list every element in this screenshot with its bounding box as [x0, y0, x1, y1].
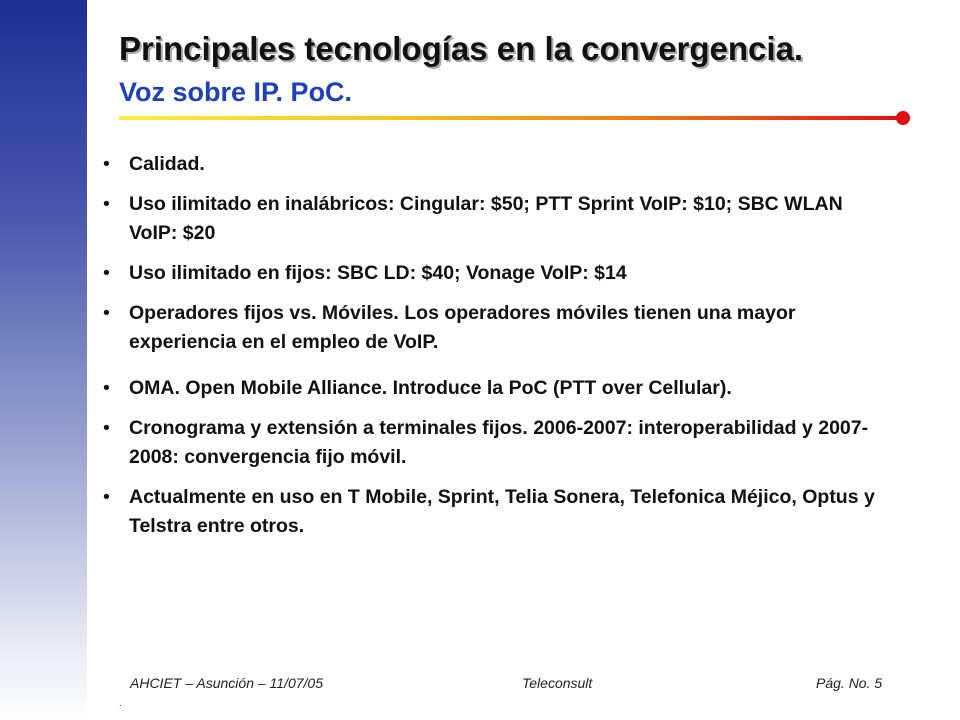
bullet-dot: • — [103, 486, 110, 508]
bullet-item — [103, 190, 893, 248]
footer-company: Teleconsult — [522, 675, 593, 691]
bullet-item — [103, 259, 893, 288]
bullet-dot: • — [103, 262, 110, 284]
sidebar-gradient — [0, 0, 87, 720]
bullet-text: Uso ilimitado en inalábricos: Cingular: $50; PTT Sprint VoIP: $10; SBC WLAN VoIP: $20 — [129, 193, 843, 244]
bullet-dot: • — [103, 153, 110, 175]
bullet-item — [103, 483, 893, 541]
bullet-dot: • — [103, 193, 110, 215]
bullet-item — [103, 414, 893, 472]
footer-page-number: Pág. No. 5 — [816, 675, 883, 691]
bullet-item — [103, 374, 893, 403]
underline-end-dot — [896, 111, 910, 125]
slide-subtitle: Voz sobre IP. PoC. — [119, 77, 353, 107]
bullet-dot: • — [103, 377, 110, 399]
bullet-item — [103, 150, 893, 179]
bullet-list — [103, 150, 893, 552]
bullet-text: Actualmente en uso en T Mobile, Sprint, Telia Sonera, Telefonica Méjico, Optus y Telstra entre otros. — [129, 486, 875, 537]
footer-event: AHCIET – Asunción – 11/07/05 — [130, 675, 323, 691]
bullet-text: Operadores fijos vs. Móviles. Los operadores móviles tienen una mayor experiencia en el empleo de VoIP. — [129, 302, 796, 353]
bullet-text: Uso ilimitado en fijos: SBC LD: $40; Vonage VoIP: $14 — [129, 262, 627, 284]
bullet-text: Cronograma y extensión a terminales fijos. 2006-2007: interoperabilidad y 2007-2008: convergencia fijo móvil. — [129, 417, 869, 468]
title-underline — [119, 116, 903, 120]
bullet-dot: • — [103, 302, 110, 324]
slide-title: Principales tecnologías en la convergencia. — [119, 30, 804, 67]
bullet-item — [103, 299, 893, 357]
bullet-text: OMA. Open Mobile Alliance. Introduce la PoC (PTT over Cellular). — [129, 377, 732, 399]
bullet-dot: • — [103, 417, 110, 439]
footer-mark: . — [119, 698, 122, 709]
bullet-text: Calidad. — [129, 153, 205, 175]
